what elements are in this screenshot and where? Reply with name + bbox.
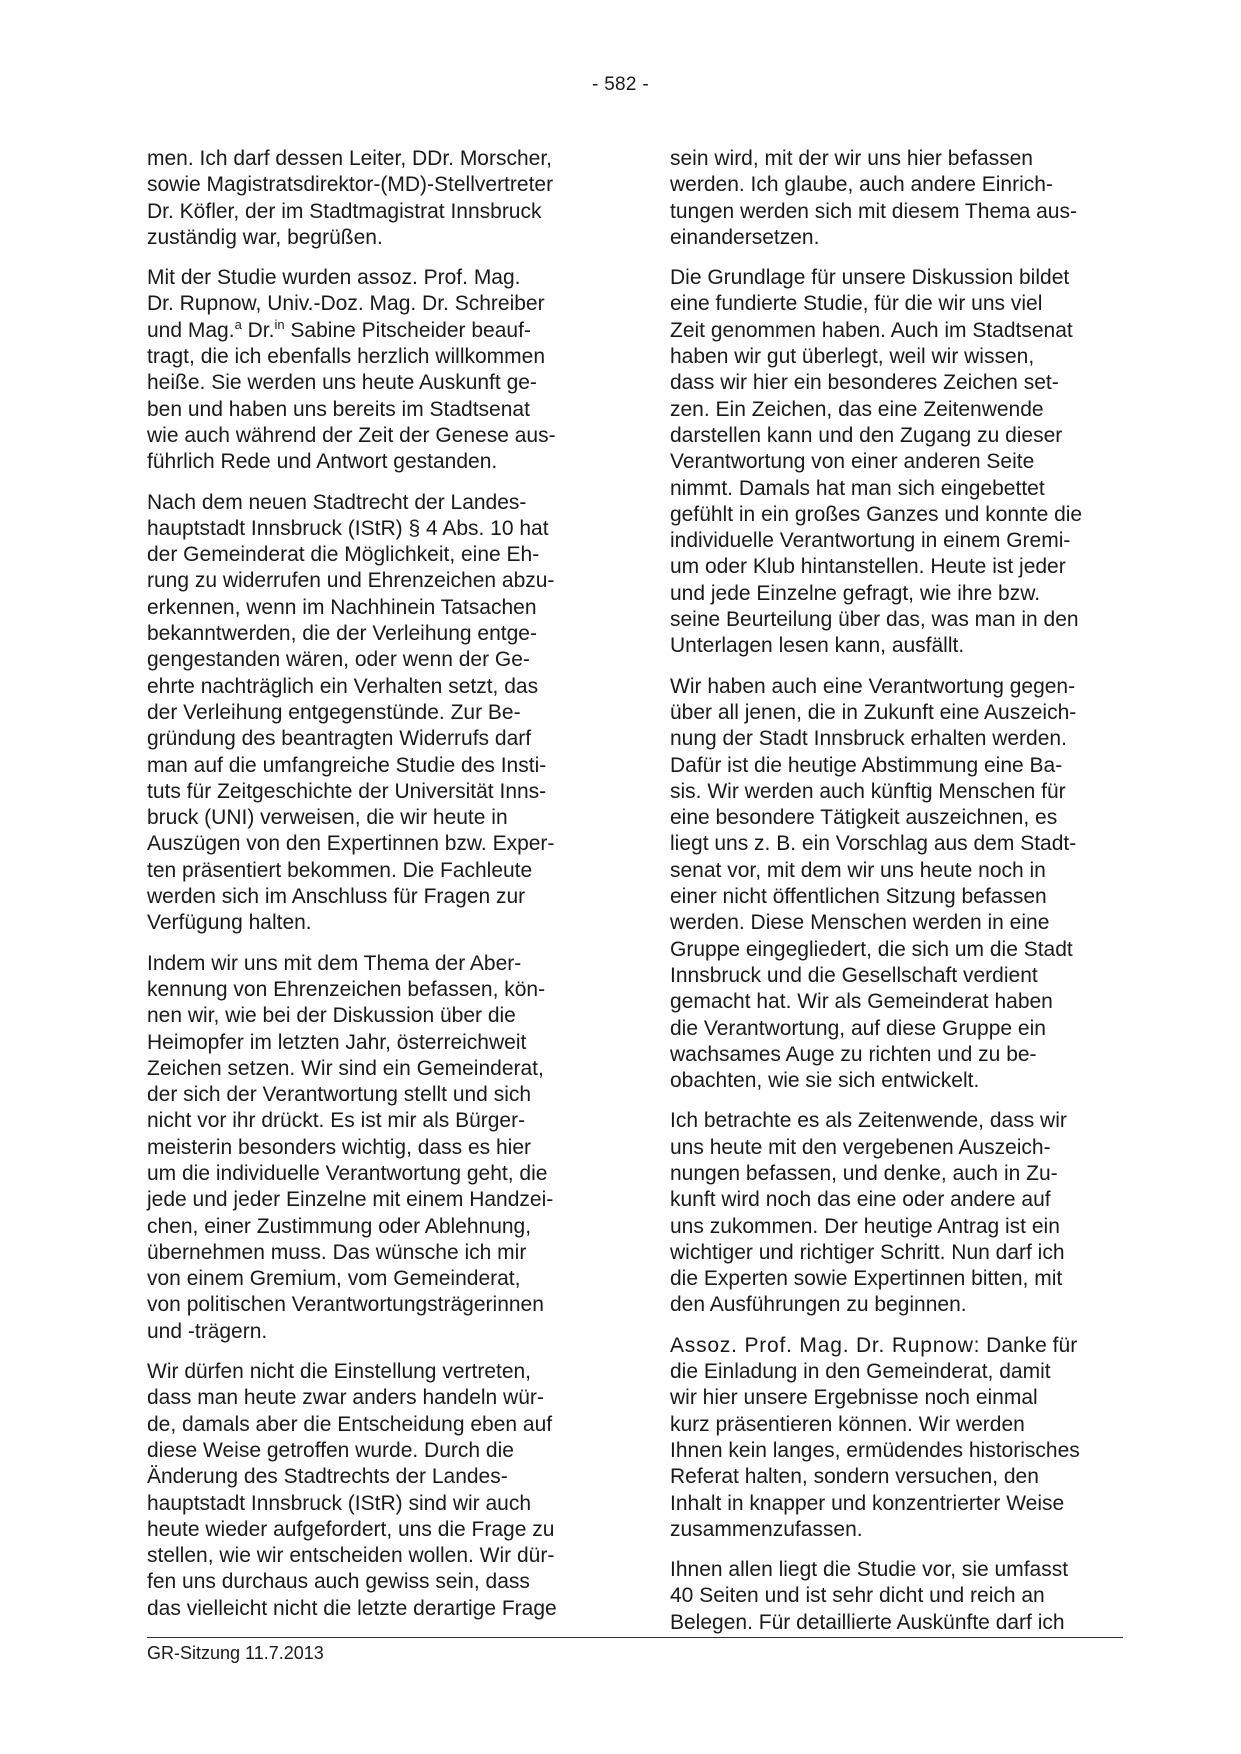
paragraph: Nach dem neuen Stadtrecht der Landes- hauptstadt Innsbruck (IStR) § 4 Abs. 10 hat der Gemeinderat die Möglichkeit, eine Eh- rung zu widerrufen und Ehrenzeichen abzu- erkennen, wenn im Nachhinein Tatsachen bekanntwerden, die der Verleihung entge- gengestanden wären, oder wenn der Ge- ehrte nachträglich ein Verhalten setzt, das der Verleihung entgegenstünde. Zur Be- gründung des beantragten Widerrufs darf man auf die umfangreiche Studie des Insti- tuts für Zeitgeschichte der Universität Inns- bruck (UNI) verweisen, die wir heute in Auszügen von den Expertinnen bzw. Exper- ten präsentiert bekommen. Die Fachleute werden sich im Anschluss für Fragen zur Verfügung halten. bbox=[147, 490, 555, 935]
paragraph: Die Grundlage für unsere Diskussion bildet eine fundierte Studie, für die wir uns viel Zeit genommen haben. Auch im Stadtsenat haben wir gut überlegt, weil wir wissen, dass wir hier ein besonderes Zeichen set- zen. Ein Zeichen, das eine Zeitenwende darstellen kann und den Zugang zu dieser Verantwortung von einer anderen Seite nimmt. Damals hat man sich eingebettet gefühlt in ein großes Ganzes und konnte die individuelle Verantwortung in einem Gremi- um oder Klub hintanstellen. Heute ist jeder und jede Einzelne gefragt, wie ihre bzw. seine Beurteilung über das, was man in den Unterlagen lesen kann, ausfällt. bbox=[670, 266, 1083, 658]
text-line: und Mag. bbox=[147, 318, 235, 342]
paragraph: sein wird, mit der wir uns hier befassen werden. Ich glaube, auch andere Einrich- tungen werden sich mit diesem Thema aus- einandersetzen. bbox=[670, 147, 1077, 249]
speaker-name: Assoz. Prof. Mag. Dr. Rupnow: bbox=[670, 1333, 981, 1357]
speech-text: Danke für die Einladung in den Gemeinderat, damit wir hier unsere Ergebnisse noch einmal kurz präsentieren können. Wir werden Ihnen kein langes, ermüdendes historisches Referat halten, sondern versuchen, den Inhalt in knapper und konzentrierter Weise zusammenzufassen. bbox=[670, 1333, 1080, 1541]
left-column bbox=[147, 146, 597, 1636]
text-fragment: Dr. bbox=[241, 318, 275, 342]
footer-divider bbox=[147, 1637, 1123, 1638]
text-block: tragt, die ich ebenfalls herzlich willkommen heiße. Sie werden uns heute Auskunft ge- ben und haben uns bereits im Stadtsenat wie auch während der Zeit der Genese aus- führlich Rede und Antwort gestanden. bbox=[147, 345, 556, 474]
speech-paragraph bbox=[670, 1333, 1120, 1543]
text-line: Dr. Rupnow, Univ.-Doz. Mag. Dr. Schreiber bbox=[147, 292, 545, 316]
text-line: Mit der Studie wurden assoz. Prof. Mag. bbox=[147, 266, 521, 290]
paragraph: Wir dürfen nicht die Einstellung vertreten, dass man heute zwar anders handeln wür- de, damals aber die Entscheidung eben auf diese Weise getroffen wurde. Durch die Änderung des Stadtrechts der Landes- hauptstadt Innsbruck (IStR) sind wir auch heute wieder aufgefordert, uns die Frage zu stellen, wie wir entscheiden wollen. Wir dür- fen uns durchaus auch gewiss sein, dass das vielleicht nicht die letzte derartige Frage bbox=[147, 1360, 557, 1620]
right-column bbox=[670, 146, 1120, 1650]
superscript: in bbox=[274, 316, 285, 332]
footer-session-date: GR-Sitzung 11.7.2013 bbox=[147, 1643, 324, 1663]
page-number: - 582 - bbox=[591, 74, 649, 95]
text-fragment: Sabine Pitscheider beauf- bbox=[284, 318, 531, 342]
superscript: a bbox=[234, 316, 242, 332]
paragraph: Indem wir uns mit dem Thema der Aber- kennung von Ehrenzeichen befassen, kön- nen wir, wie bei der Diskussion über die Heimopfer im letzten Jahr, österreichweit Zeichen setzen. Wir sind ein Gemeinderat, der sich der Verantwortung stellt und sich nicht vor ihr drückt. Es ist mir als Bürger- meisterin besonders wichtig, dass es hier um die individuelle Verantwortung geht, die jede und jeder Einzelne mit einem Handzei- chen, einer Zustimmung oder Ablehnung, übernehmen muss. Das wünsche ich mir von einem Gremium, vom Gemeinderat, von politischen Verantwortungsträgerinnen und -trägern. bbox=[147, 951, 554, 1343]
paragraph: Ich betrachte es als Zeitenwende, dass wir uns heute mit den vergebenen Auszeich- nungen befassen, und denke, auch in Zu- kunft wird noch das eine oder andere auf uns zukommen. Der heutige Antrag ist ein wichtiger und richtiger Schritt. Nun darf ich die Experten sowie Expertinnen bitten, mit den Ausführungen zu beginnen. bbox=[670, 1109, 1067, 1317]
paragraph: Ihnen allen liegt die Studie vor, sie umfasst 40 Seiten und ist sehr dicht und reich an Belegen. Für detaillierte Auskünfte darf ich bbox=[670, 1558, 1069, 1634]
paragraph: Wir haben auch eine Verantwortung gegen- über all jenen, die in Zukunft eine Auszeich- nung der Stadt Innsbruck erhalten werden. Dafür ist die heutige Abstimmung eine Ba- sis. Wir werden auch künftig Menschen für eine besondere Tätigkeit auszeichnen, es liegt uns z. B. ein Vorschlag aus dem Stadt- senat vor, mit dem wir uns heute noch in einer nicht öffentlichen Sitzung befassen werden. Diese Menschen werden in eine Gruppe eingegliedert, die sich um die Stadt Innsbruck und die Gesellschaft verdient gemacht hat. Wir als Gemeinderat haben die Verantwortung, auf diese Gruppe ein wachsames Auge zu richten und zu be- obachten, wie sie sich entwickelt. bbox=[670, 674, 1077, 1093]
paragraph: men. Ich darf dessen Leiter, DDr. Morscher, sowie Magistratsdirektor-(MD)-Stellvertreter Dr. Köfler, der im Stadtmagistrat Innsbruck zuständig war, begrüßen. bbox=[147, 147, 554, 249]
paragraph-study-authors bbox=[147, 265, 597, 475]
